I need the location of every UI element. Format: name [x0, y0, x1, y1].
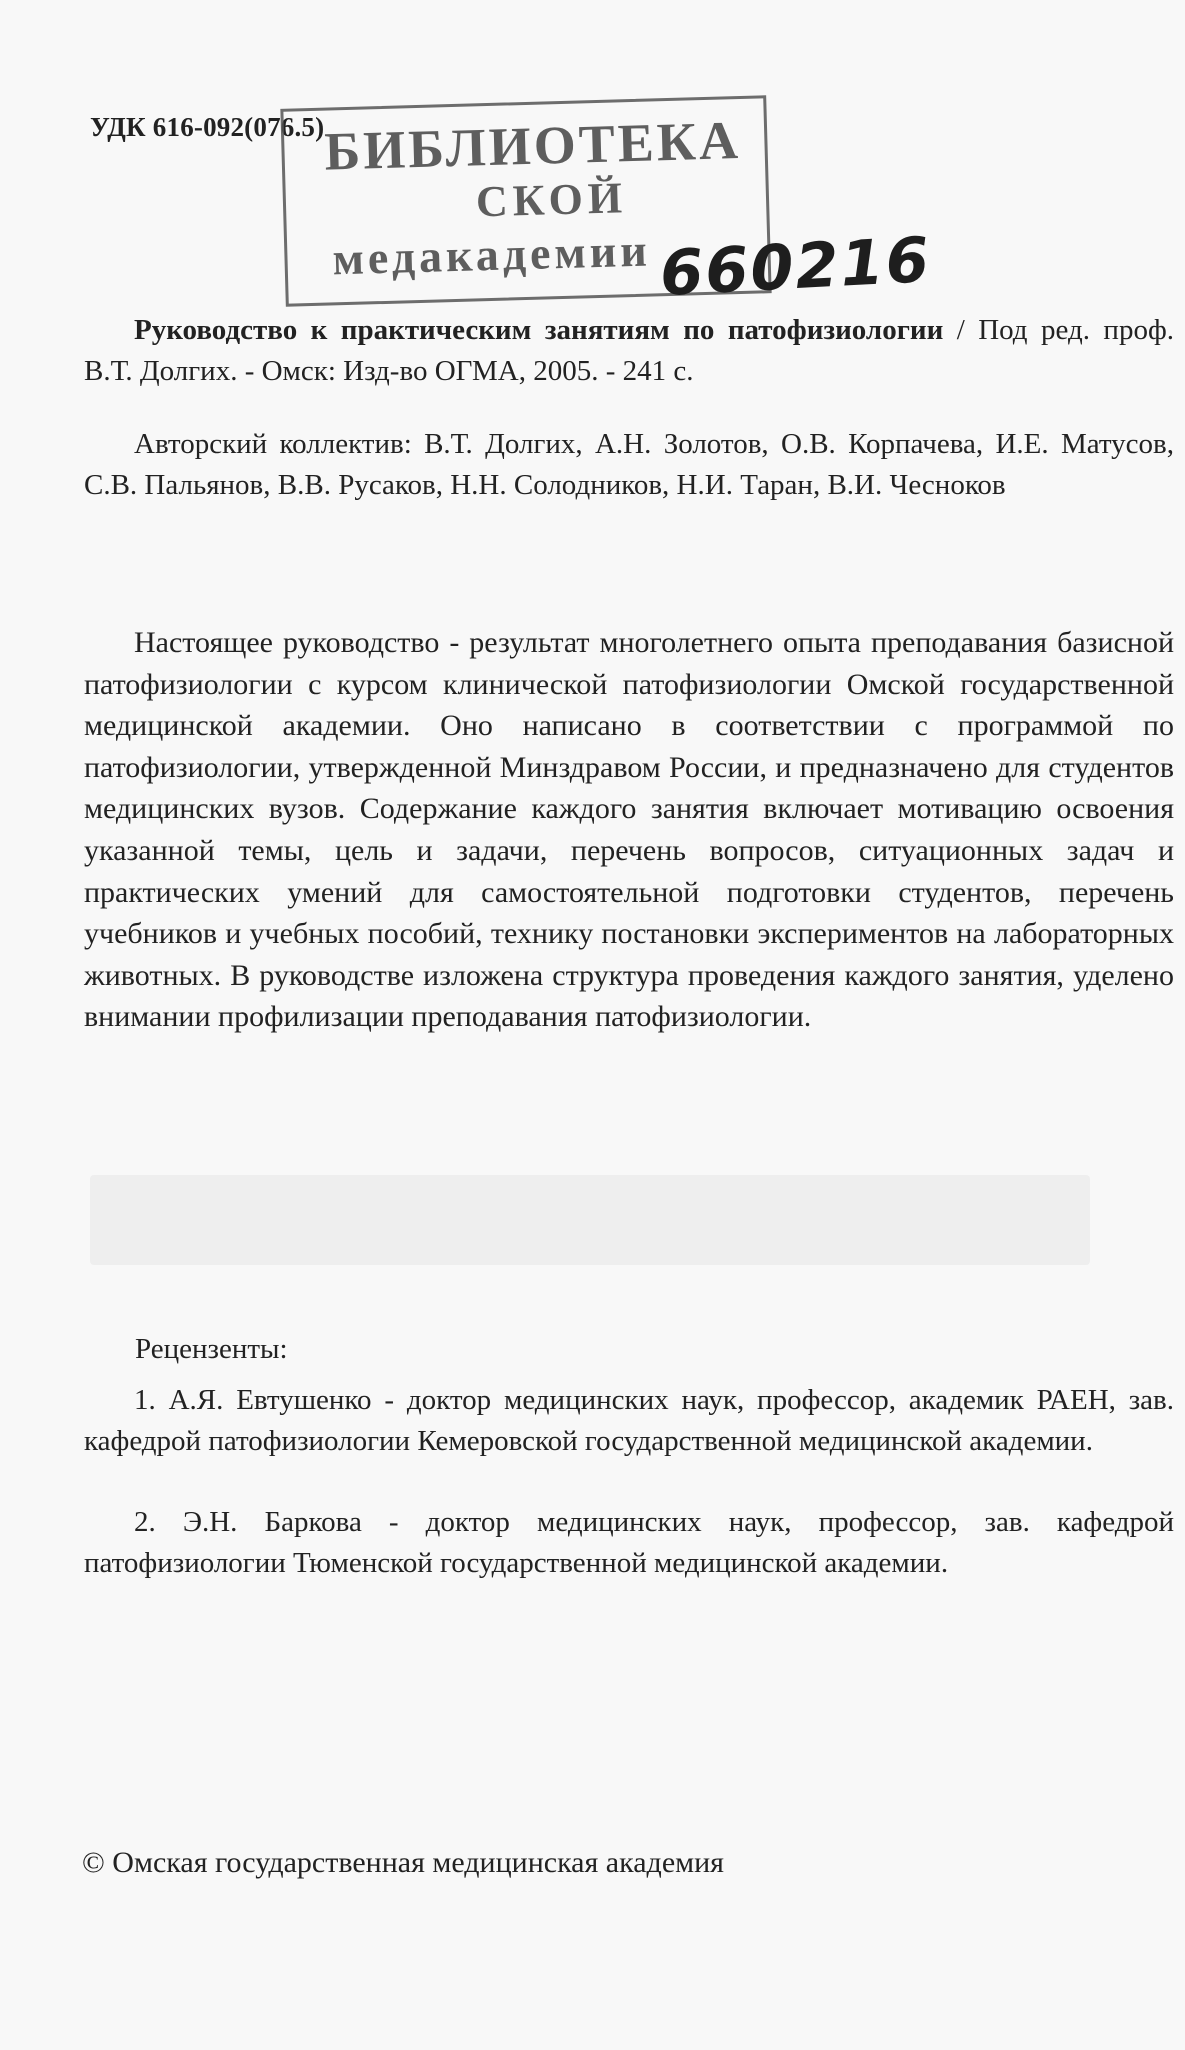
- stamp-line-1: БИБЛИОТЕКА: [323, 109, 742, 182]
- authors-text: Авторский коллектив: В.Т. Долгих, А.Н. Золотов, О.В. Корпачева, И.Е. Матусов, С.В. Пальянов, В.В. Русаков, Н.Н. Солодников, Н.И. Таран, В.И. Чесноков: [84, 428, 1174, 501]
- book-title: Руководство к практическим занятиям по патофизиологии: [134, 314, 944, 346]
- udk-code: УДК 616-092(076.5): [90, 112, 325, 142]
- stamp-line-3: медакадемии: [331, 224, 652, 285]
- reviewers-heading: Рецензенты:: [135, 1333, 288, 1365]
- copyright-notice: © Омская государственная медицинская академия: [82, 1846, 724, 1879]
- reference-details: / Под ред. проф. В.Т. Долгих. - Омск: Изд-во ОГМА, 2005. - 241 с.: [84, 314, 1174, 387]
- handwritten-inventory-number: 660216: [658, 222, 933, 311]
- abstract-paragraph: [84, 622, 1174, 1038]
- reviewer-2-text: 2. Э.Н. Баркова - доктор медицинских наук, профессор, зав. кафедрой патофизиологии Тюменской государственной медицинской академии.: [84, 1506, 1174, 1579]
- reviewer-1-text: 1. А.Я. Евтушенко - доктор медицинских наук, профессор, академик РАЕН, зав. кафедрой патофизиологии Кемеровской государственной медицинской академии.: [84, 1384, 1174, 1457]
- bibliographic-reference: [84, 310, 1174, 392]
- authors-paragraph: [84, 424, 1174, 506]
- abstract-text: Настоящее руководство - результат многолетнего опыта преподавания базисной патофизиологии с курсом клинической патофизиологии Омской государственной медицинской академии. Оно написано в соответствии с программой по патофизиологии, утвержденной Минздравом России, и предназначено для студентов медицинских вузов. Содержание каждого занятия включает мотивацию освоения указанной темы, цель и задачи, перечень вопросов, ситуационных задач и практических умений для самостоятельной подготовки студентов, перечень учебников и учебных пособий, технику постановки экспериментов на лабораторных животных. В руководстве изложена структура проведения каждого занятия, уделено внимании профилизации преподавания патофизиологии.: [84, 626, 1174, 1034]
- reviewer-1: [84, 1380, 1174, 1462]
- reviewer-2: [84, 1502, 1174, 1584]
- stamp-line-2: СКОЙ: [475, 173, 628, 227]
- faded-bleedthrough: [90, 1175, 1090, 1265]
